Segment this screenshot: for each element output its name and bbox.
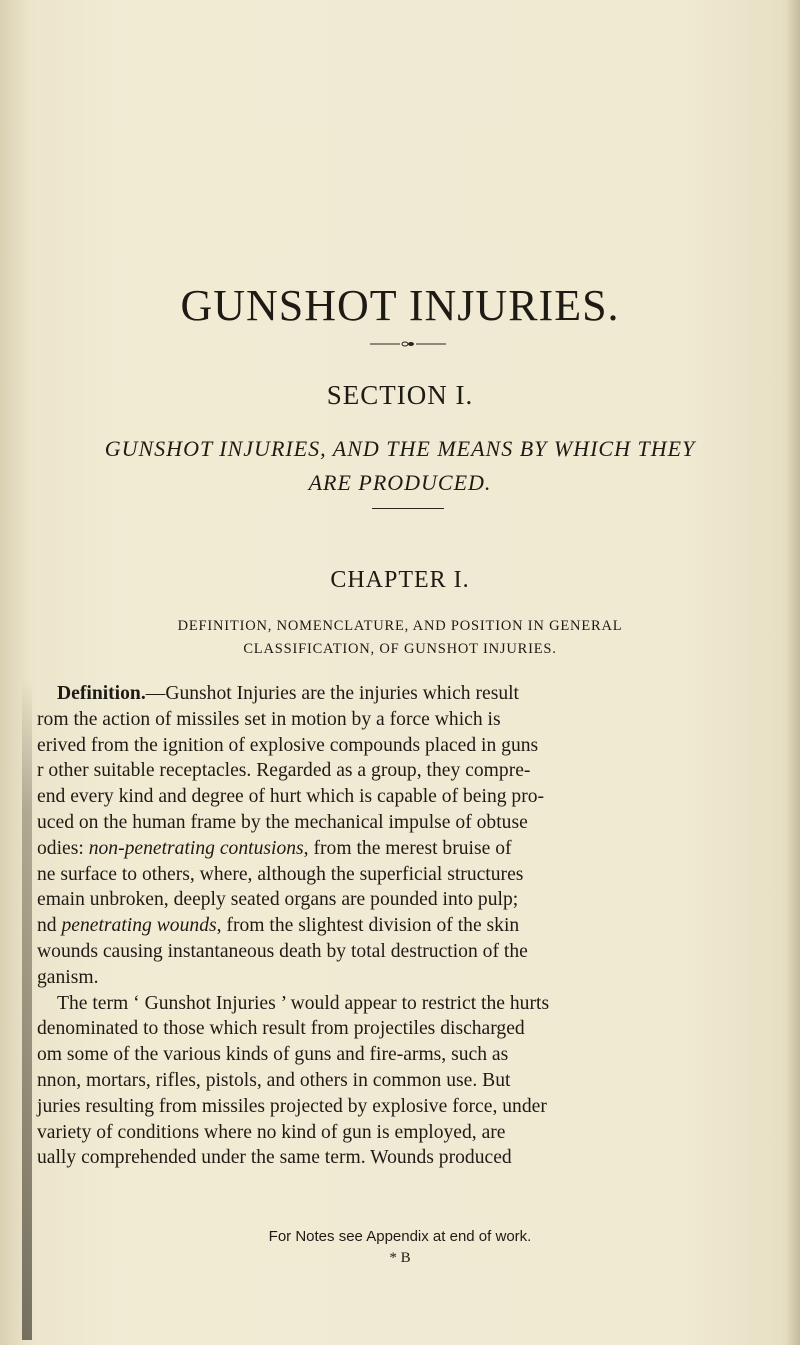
body-line: odies: non-penetrating contusions, from the merest bruise of [37,837,512,859]
body-line: om some of the various kinds of guns and fire-arms, such as [37,1044,509,1066]
chapter-heading: CHAPTER I. [330,567,470,593]
body-line: nd penetrating wounds, from the slightest division of the skin [37,915,520,937]
body-line: juries resulting from missiles projected by explosive force, under [37,1095,547,1117]
body-line: ne surface to others, where, although the superficial structures [37,863,524,885]
page-edge-shadow [786,0,800,1345]
body-line: nnon, mortars, rifles, pistols, and others in common use. But [37,1069,511,1091]
main-title: GUNSHOT INJURIES. [180,281,620,330]
body-line: The term ‘ Gunshot Injuries ’ would appear to restrict the hurts [57,992,550,1014]
body-line: end every kind and degree of hurt which is capable of being pro- [37,786,545,808]
footnote: For Notes see Appendix at end of work. [268,1228,532,1245]
chapter-subtitle [0,615,800,661]
chapter-subtitle-line-2: CLASSIFICATION, OF GUNSHOT INJURIES. [243,641,557,657]
body-line: denominated to those which result from projectiles discharged [37,1018,525,1040]
signature-mark: * B [389,1250,411,1266]
section-title-line-1: GUNSHOT INJURIES, AND THE MEANS BY WHICH THEY [104,436,696,461]
chapter-subtitle-line-1: DEFINITION, NOMENCLATURE, AND POSITION IN GENERAL [177,618,623,634]
body-line: wounds causing instantaneous death by total destruction of the [37,940,528,962]
body-line: emain unbroken, deeply seated organs are pounded into pulp; [37,889,519,911]
body-line: r other suitable receptacles. Regarded as a group, they compre- [37,760,531,782]
horizontal-rule [372,508,444,509]
section-heading: SECTION I. [326,380,474,410]
ornament-divider [370,340,446,348]
body-line: variety of conditions where no kind of gun is employed, are [37,1121,506,1143]
body-line: uced on the human frame by the mechanical impulse of obtuse [37,811,528,833]
definition-label: Definition. [57,683,146,704]
body-line: rom the action of missiles set in motion by a force which is [37,708,501,730]
section-title-line-2: ARE PRODUCED. [308,470,492,495]
section-title [0,432,800,500]
body-line: Definition.—Gunshot Injuries are the injuries which result [57,683,520,704]
body-text [37,681,757,1171]
body-line: ually comprehended under the same term. Wounds produced [37,1147,512,1169]
italic-term: penetrating wounds [61,915,217,937]
body-line: ganism. [37,966,99,988]
body-line: erived from the ignition of explosive compounds placed in guns [37,734,539,756]
italic-term: non-penetrating contusions [88,837,304,859]
